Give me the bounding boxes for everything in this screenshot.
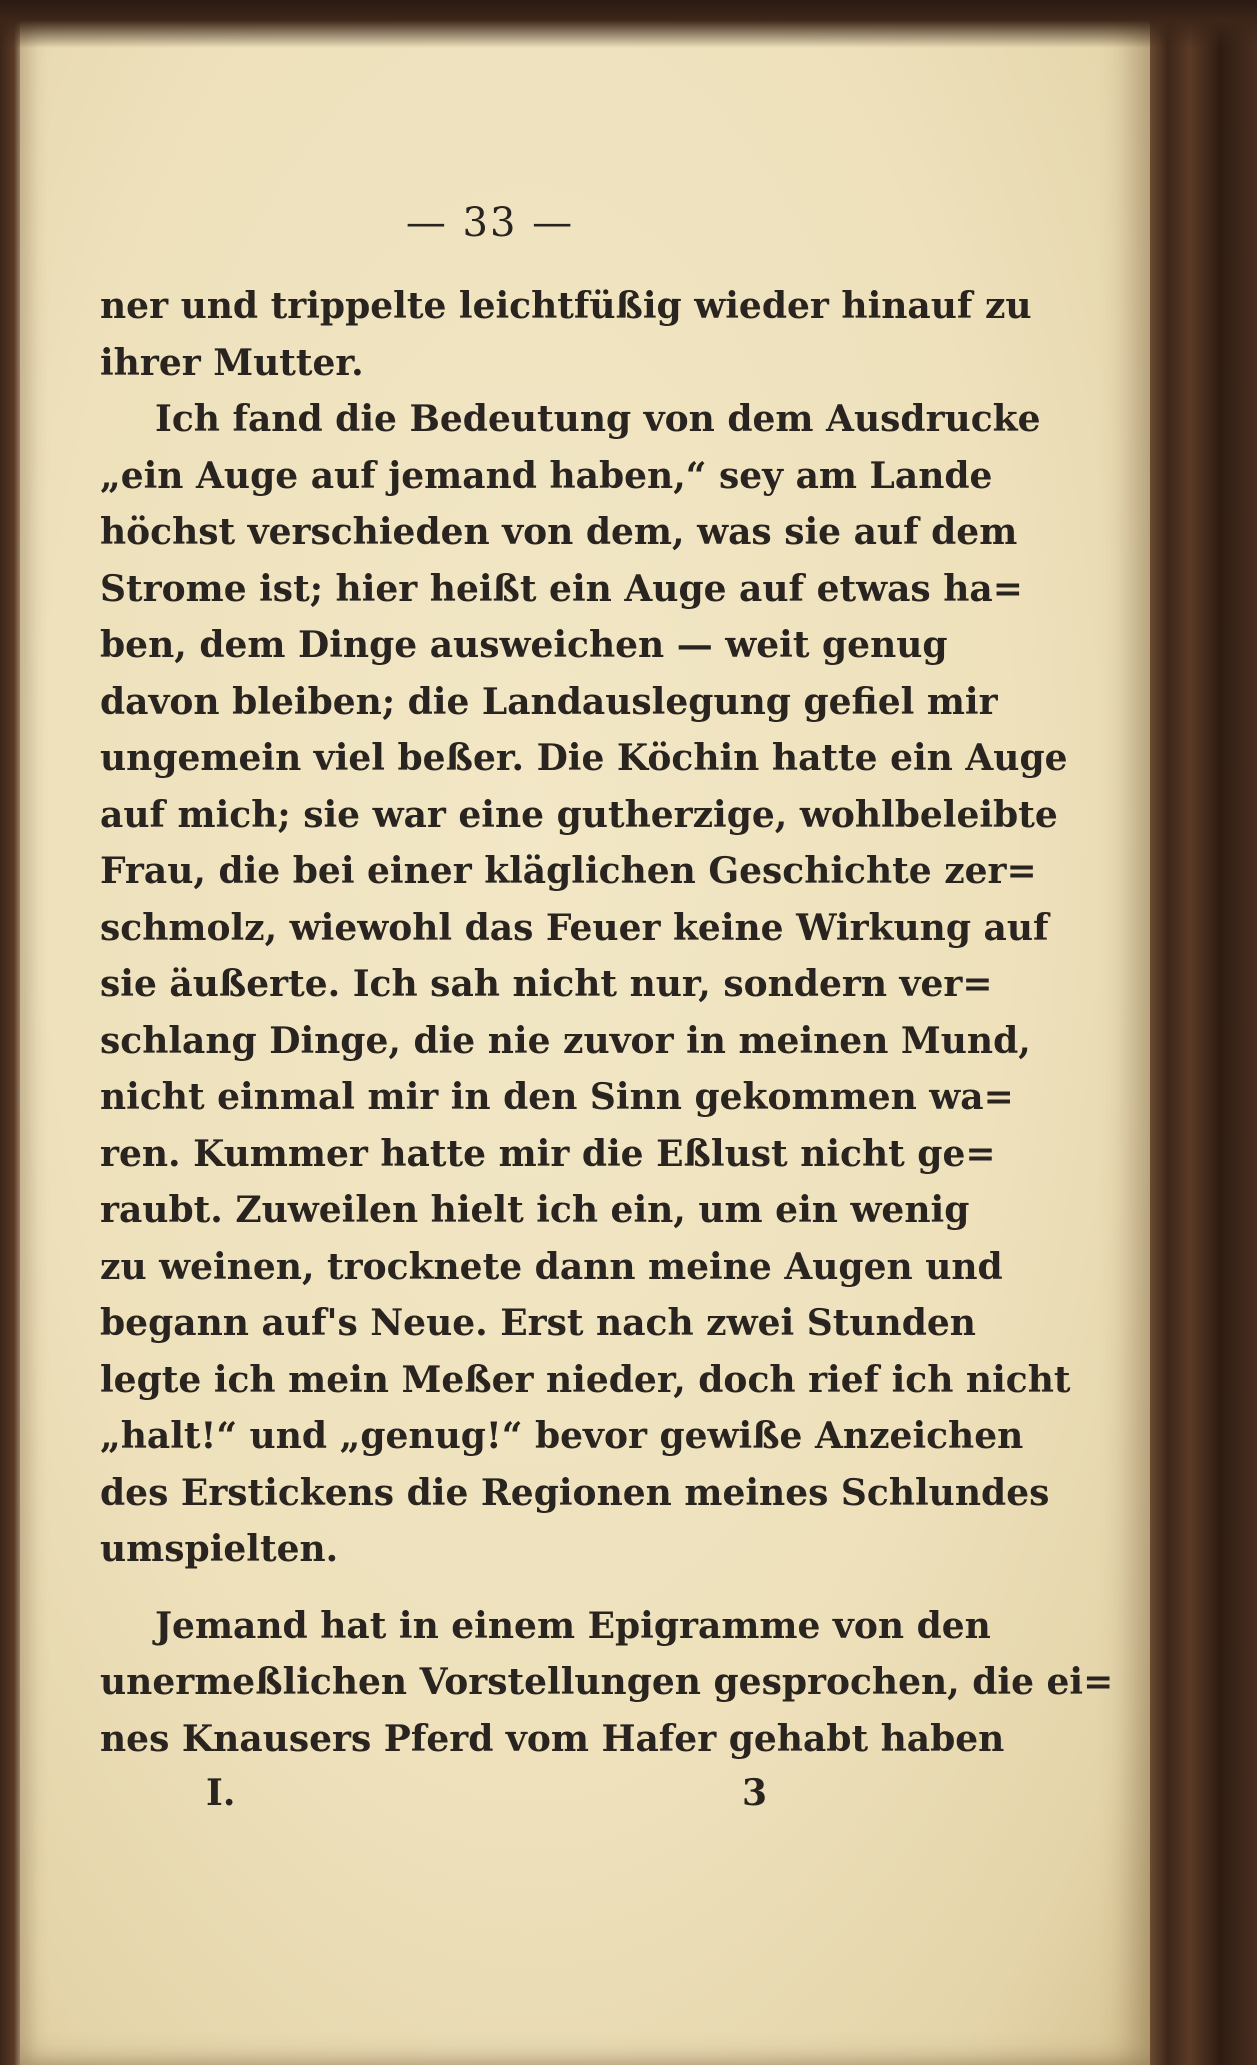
text-line: ben, dem Dinge ausweichen — weit genug — [100, 624, 948, 666]
text-line: Ich fand die Bedeutung von dem Ausdrucke — [155, 398, 1041, 440]
signature-mark-gathering: 3 — [742, 1772, 768, 1814]
text-line: ner und trippelte leichtfüßig wieder hinauf zu — [100, 285, 1032, 327]
top-edge-shadow — [0, 0, 1257, 48]
page-header-number: — 33 — — [405, 200, 575, 246]
text-line: „halt!“ und „genug!“ bevor gewiße Anzeichen — [100, 1415, 1024, 1457]
text-line: auf mich; sie war eine gutherzige, wohlbeleibte — [100, 793, 1058, 836]
text-line: höchst verschieden von dem, was sie auf dem — [100, 511, 1018, 553]
text-line: des Erstickens die Regionen meines Schlundes — [100, 1471, 1050, 1514]
text-line: Strome ist; hier heißt ein Auge auf etwas ha= — [100, 567, 1023, 610]
text-line: Jemand hat in einem Epigramme von den — [155, 1604, 991, 1647]
text-line: ren. Kummer hatte mir die Eßlust nicht ge= — [100, 1132, 996, 1175]
text-line: schlang Dinge, die nie zuvor in meinen Mund, — [100, 1019, 1031, 1062]
paragraph-gap — [100, 1578, 900, 1598]
text-line: Frau, die bei einer kläglichen Geschichte zer= — [100, 850, 1037, 892]
text-line: sie äußerte. Ich sah nicht nur, sondern ver= — [100, 963, 993, 1005]
text-line: zu weinen, trocknete dann meine Augen und — [100, 1245, 1003, 1288]
text-line: begann auf's Neue. Erst nach zwei Stunden — [100, 1302, 976, 1344]
text-line: nicht einmal mir in den Sinn gekommen wa= — [100, 1076, 1014, 1118]
text-line: davon bleiben; die Landauslegung gefiel mir — [100, 680, 998, 723]
body-text — [100, 278, 1114, 1767]
text-line: umspielten. — [100, 1528, 339, 1570]
text-line: „ein Auge auf jemand haben,“ sey am Lande — [100, 454, 993, 497]
text-line: raubt. Zuweilen hielt ich ein, um ein wenig — [100, 1189, 970, 1231]
text-line: ungemein viel beßer. Die Köchin hatte ein Auge — [100, 737, 1068, 779]
text-line: unermeßlichen Vorstellungen gesprochen, die ei= — [100, 1661, 1114, 1703]
book-spine — [1150, 0, 1257, 2065]
text-line: ihrer Mutter. — [100, 341, 364, 384]
text-line: legte ich mein Meßer nieder, doch rief ich nicht — [100, 1358, 1071, 1401]
signature-mark-volume: I. — [206, 1772, 236, 1814]
text-line: nes Knausers Pferd vom Hafer gehabt haben — [100, 1717, 1005, 1760]
text-line: schmolz, wiewohl das Feuer keine Wirkung auf — [100, 906, 1049, 949]
